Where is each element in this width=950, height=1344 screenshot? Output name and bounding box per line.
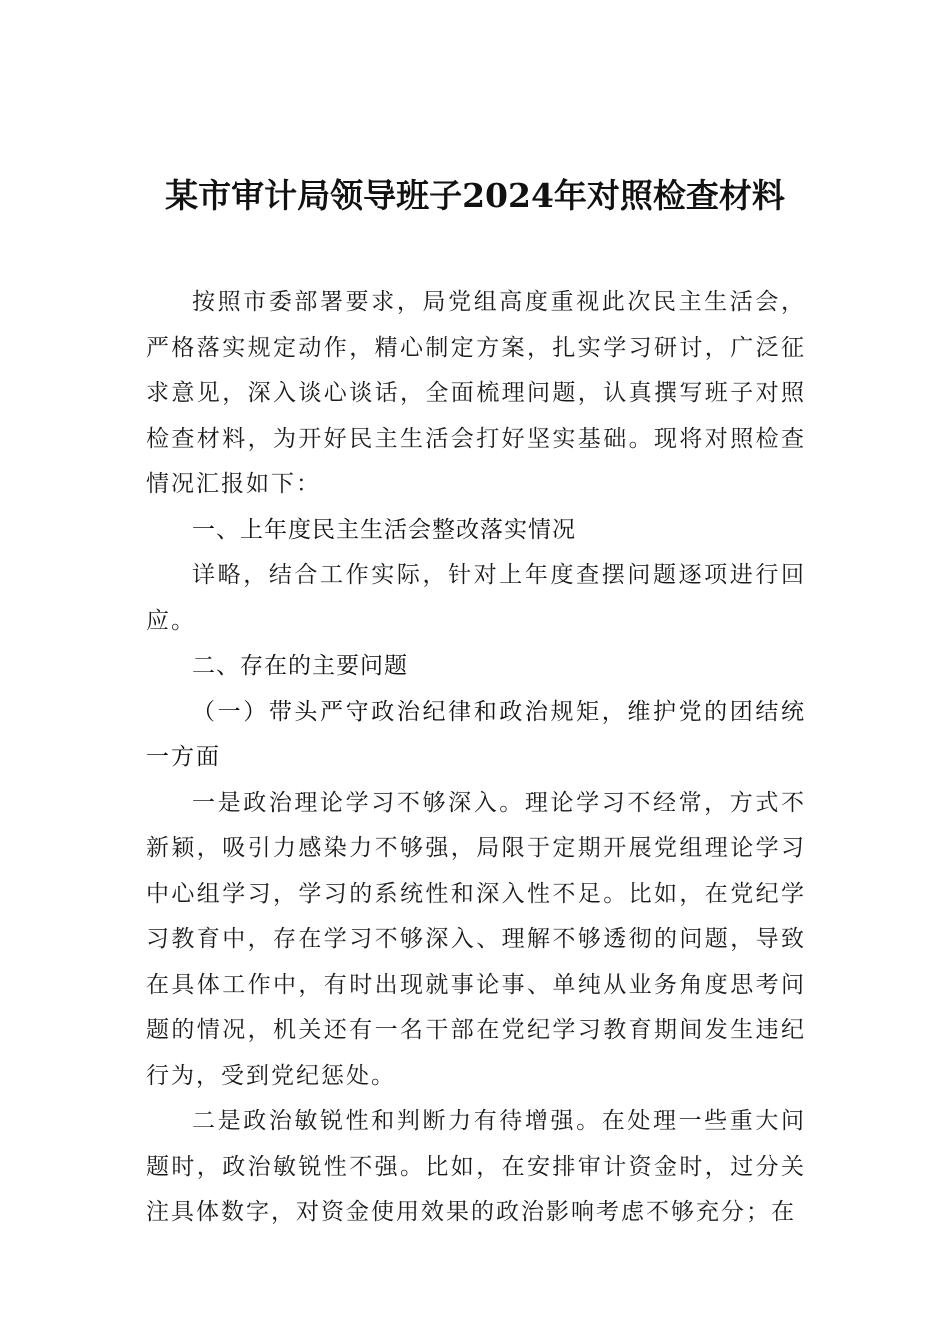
subsection-heading-1: （一）带头严守政治纪律和政治规矩，维护党的团结统一方面	[146, 698, 806, 770]
intro-paragraph: 按照市委部署要求，局党组高度重视此次民主生活会，严格落实规定动作，精心制定方案，扎实学习研讨，广泛征求意见，深入谈心谈话，全面梳理问题，认真撰写班子对照检查材料，为开好民主生活会打好坚实基础。现将对照检查情况汇报如下：	[146, 289, 806, 497]
point-1-paragraph: 一是政治理论学习不够深入。理论学习不经常，方式不新颖，吸引力感染力不够强，局限于定期开展党组理论学习中心组学习，学习的系统性和深入性不足。比如，在党纪学习教育中，存在学习不够深入、理解不够透彻的问题，导致在具体工作中，有时出现就事论事、单纯从业务角度思考问题的情况，机关还有一名干部在党纪学习教育期间发生违纪行为，受到党纪惩处。	[146, 789, 806, 1089]
document-title: 某市审计局领导班子2024年对照检查材料	[165, 176, 785, 215]
document-body	[146, 280, 806, 1236]
section-heading-2: 二、存在的主要问题	[192, 653, 408, 679]
point-2-paragraph: 二是政治敏锐性和判断力有待增强。在处理一些重大问题时，政治敏锐性不强。比如，在安排审计资金时，过分关注具体数字，对资金使用效果的政治影响考虑不够充分；在	[146, 1108, 806, 1225]
section-1-paragraph: 详略，结合工作实际，针对上年度查摆问题逐项进行回应。	[146, 562, 806, 634]
section-heading-1: 一、上年度民主生活会整改落实情况	[192, 516, 576, 543]
